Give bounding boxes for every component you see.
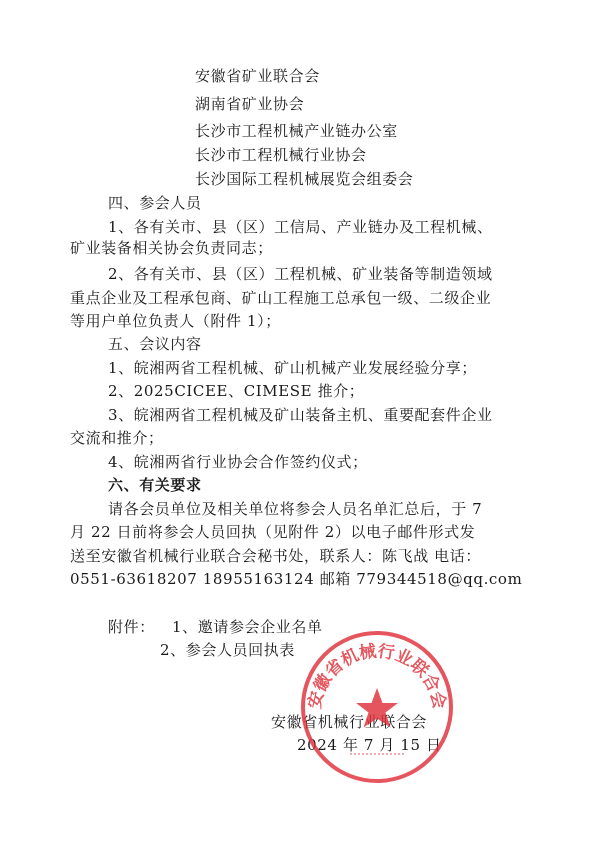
- official-seal-stamp: [296, 626, 458, 788]
- section6-para-line2: 月 22 日前将参会人员回执（见附件 2）以电子邮件形式发: [70, 523, 476, 541]
- attachment-item-1: 1、邀请参会企业名单: [172, 618, 323, 636]
- section5-heading: 五、会议内容: [108, 335, 202, 353]
- recipient-5: 长沙国际工程机械展览会组委会: [195, 170, 414, 188]
- section4-item2-line3: 等用户单位负责人（附件 1）；: [70, 312, 281, 330]
- section5-item2: 2、2025CICEE、CIMESE 推介；: [108, 382, 365, 400]
- seal-text-path: 安徽省机械行业联合会: [304, 641, 450, 711]
- signature-date: 2024 年 7 月 15 日: [297, 736, 442, 754]
- recipient-2: 湖南省矿业协会: [195, 95, 305, 113]
- signature-org: 安徽省机械行业联合会: [271, 713, 428, 731]
- recipient-3: 长沙市工程机械产业链办公室: [195, 122, 398, 140]
- recipient-1: 安徽省矿业联合会: [195, 67, 320, 85]
- section4-item2-line1: 2、各有关市、县（区）工程机械、矿业装备等制造领域: [108, 265, 493, 283]
- section4-heading: 四、参会人员: [108, 194, 202, 212]
- section5-item3-line1: 3、皖湘两省工程机械及矿山装备主机、重要配套件企业: [108, 406, 493, 424]
- section4-item2-line2: 重点企业及工程承包商、矿山工程施工总承包一级、二级企业: [70, 289, 492, 307]
- section6-heading: 六、有关要求: [108, 476, 202, 494]
- recipient-4: 长沙市工程机械行业协会: [195, 146, 367, 164]
- section5-item3-line2: 交流和推介；: [70, 429, 164, 447]
- section6-para-line4: 0551-63618207 18955163124 邮箱 779344518@qq.com: [70, 570, 523, 588]
- seal-star-icon: [356, 688, 398, 728]
- section6-para-line3: 送至安徽省机械行业联合会秘书处，联系人：陈飞战 电话：: [70, 547, 481, 565]
- section5-item4: 4、皖湘两省行业协会合作签约仪式；: [108, 453, 368, 471]
- section6-para-line1: 请各会员单位及相关单位将参会人员名单汇总后，于 7: [108, 500, 483, 518]
- attachment-item-2: 2、参会人员回执表: [160, 641, 295, 659]
- section4-item1-line2: 矿业装备相关协会负责同志；: [70, 239, 273, 257]
- attachments-label: 附件：: [108, 618, 155, 636]
- section5-item1: 1、皖湘两省工程机械、矿山机械产业发展经验分享；: [108, 359, 477, 377]
- section4-item1-line1: 1、各有关市、县（区）工信局、产业链办及工程机械、: [108, 218, 493, 236]
